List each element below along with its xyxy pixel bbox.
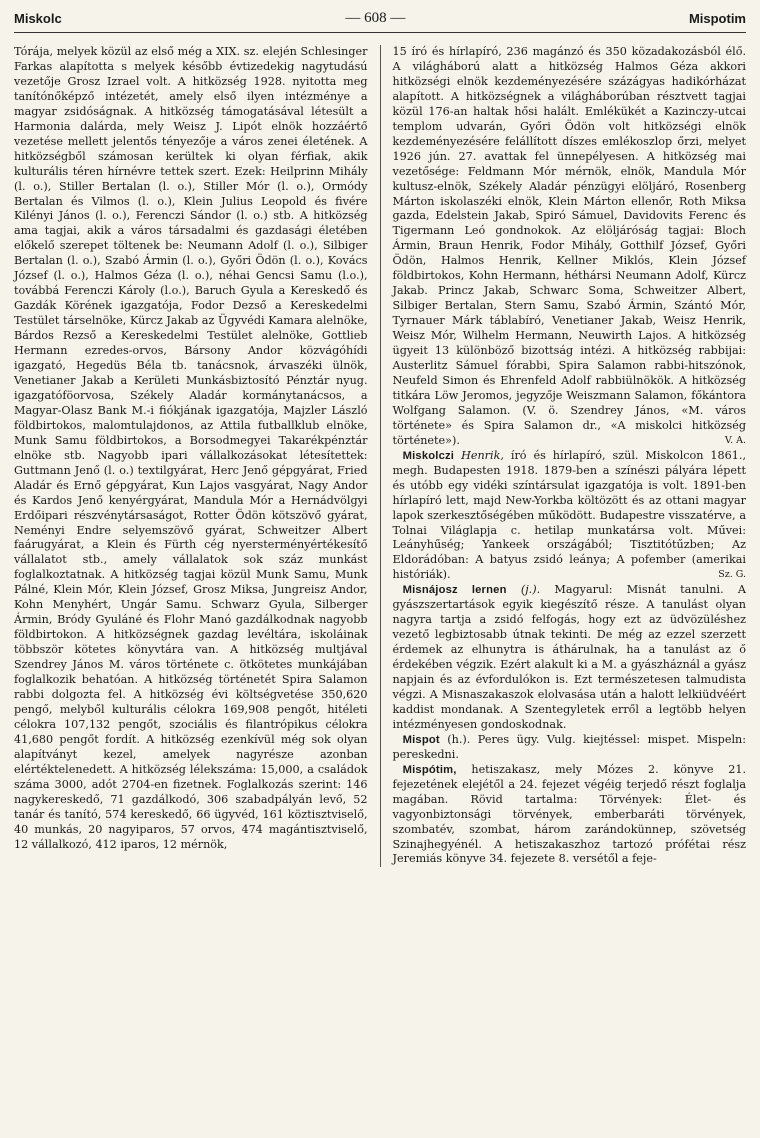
author-signature: Sz. G. [718,569,747,581]
headword-firstname: Henrik, [461,448,504,462]
entry-mispotim [393,763,747,868]
headword: Mispot [402,733,440,746]
entry-text: Magyarul: Misnát tanulni. A gyászszertartások egyik kiegészítő része. A tanulást olyan nagyra tartja a zsidó felfogás, hogy ezt az üdvözüléshez vezető legbiztosabb útnak tekinti. De még az ezzel szerzett érdemek az elhunytra is áthárulnak, ha a tanulást az ő érdekében végzik. Ezért alakult ki a M. a gyászháznál a gyász napjain és az évfordulókon is. Ezt természetesen talmudista végzi. A Misnaszakaszok elolvasása után a halott lelkiüdvéért kaddist mondanak. A Szentegyletek erről a legtöbb helyen intézményesen gondoskodnak. [392,583,747,731]
left-column-text: Tórája, melyek közül az első még a XIX. sz. elején Schlesinger Farkas alapította s melyek később évtizedekig nagytudású vezetője Grosz Izrael volt. A hitközség 1928. nyitotta meg tanítónőképző intézetét, amely első ilyen intézménye a magyar zsidóságnak. A hitközség támogatásával létesült a Harmonia dalárda, mely Weisz J. Lipót elnök hozzáértő vezetése mellett jelentős tényezője a város zenei életének. A hitközségből számosan kerültek ki olyan férfiak, akik kulturális téren hírnévre tettek szert. Ezek: Heilprinn Mihály (l. o.), Stiller Bertalan (l. o.), Stiller Mór (l. o.), Ormódy Bertalan és Vilmos (l. o.), Klein Julius Leopold és fivére Kilényi János (l. o.), Ferenczi Sándor (l. o.) stb. A hitközség ama tagjai, akik a város társadalmi és gazdasági életében előkelő szerepet töltenek be: Neumann Adolf (l. o.), Silbiger Bertalan (l. o.), Szabó Ármin (l. o.), Győri Ödön (l. o.), Kovács József (l. o.), Halmos Géza (l. o.), néhai Gencsi Samu (l.o.), továbbá Ferenczi Károly (l.o.), Baruch Gyula a Kereskedő és Gazdák Körének igazgatója, Fodor Dezső a Kereskedelmi Testület társelnöke, Kürcz Jakab az Ügyvédi Kamara alelnöke, Bárdos Rezső a Kereskedelmi Testület alelnöke, Gottlieb Hermann ezredes-orvos, Bársony Andor közvágóhídi igazgató, Hegedüs Béla tb. tanácsnok, árvaszéki ülnök, Venetianer Jakab a Kerületi Munkásbiztosító Pénztár nyug. igazgatóföorvosa, Székely Aladár kormánytanácsos, a Magyar-Olasz Bank M.-i fiókjának igazgatója, Majzler László földbirtokos, malomtulajdonos, az Attila futballklub elnöke, Munk Samu földbirtokos, a Borsodmegyei Takarékpénztár elnöke stb. Nagyobb ipari vállalkozásokat létesítettek: Guttmann Jenő (l. o.) textilgyárat, Herc Jenő gépgyárat, Fried Aladár és Ernő gépgyárat, Kun Lajos vasgyárat, Nagy Andor és Kardos Jenő kenyérgyárat, Mandula Mór a Hernádvölgyi Erdőipari részvénytársaságot, Rotter Ödön kötszövő gyárat, Neményi Endre selyemszövő gyárat, Schweitzer Albert faárugyárat, a Klein és Fürth cég nyersterményértékesítő vállalatot stb., amely vállalatok sok száz munkást foglalkoztatnak. A hitközség tagjai közül Munk Samu, Munk Pálné, Klein Mór, Klein József, Grosz Miksa, Jungreisz Andor, Kohn Menyhért, Ungár Samu. Schwarz Gyula, Silberger Ármin, Bródy Gyuláné és Flohr Manó gazdálkodnak nagyobb földbirtokon. A hitközségnek gazdag levéltára, iskoláinak többször kötetes könyvtára van. A hitközség multjával Szendrey János M. város története c. ötkötetes munkájában foglalkozik behatóan. A hitközség történetét Spira Salamon rabbi dolgozta fel. A hitközség évi költségvetése 350,620 pengő, melyből kulturális célokra 169,908 pengőt, hitéleti célokra 107,132 pengőt, szociális és filantrópikus célokra 41,680 pengőt fordít. A hitközség ezenkívül még sok olyan alapítványt kezel, amelyek nagyrésze azonban elértéktelenedett. A hitközség lélekszáma: 15,000, a családok száma 3000, adót 2704-en fizetnek. Foglalkozás szerint: 146 nagykereskedő, 71 gazdálkodó, 306 szabadpályán levő, 52 tanár és tanító, 574 kereskedő, 66 ügyvéd, 161 köztisztviselő, 40 munkás, 20 nagyiparos, 57 orvos, 474 magántisztviselő, 12 vállalkozó, 412 iparos, 12 mérnök, [14,45,368,851]
headword: Misnájosz lernen [402,584,507,597]
entry-misnajosz-lernen [393,583,747,733]
header-right: Mispotim [688,10,746,26]
entry-text: 15 író és hírlapíró, 236 magánzó és 350 közadakozásból élő. A világháború alatt a hitközség Halmos Géza akkori hitközségi elnök kezdeményezésére százágyas hadikórházat alapított. A hitközségnek a világháborúban résztvett tagjai közül 176-an haltak hősi halált. Emlékükét a Kazinczy-utcai templom udvarán, Győri Ödön volt hitközségi elnök kezdeményezésére felállított díszes emlékoszlop őrzi, melyet 1926 jún. 27. avattak fel ünnepélyesen. A hitközség mai vezetősége: Feldmann Mór mérnök, elnök, Mandula Mór kultusz-elnök, Székely Aladár pénzügyi elöljáró, Rosenberg Márton iskolaszéki elnök, Klein Márton ellenőr, Roth Miksa gazda, Edelstein Jakab, Spiró Sámuel, Davidovits Ferenc és Tigermann Leó gondnokok. Az elöljáróság tagjai: Bloch Ármin, Braun Henrik, Fodor Mihály, Gotthilf József, Győri Ödön, Halmos Henrik, Kellner Miklós, Klein József földbirtokos, Kohn Hermann, héthársi Neumann Adolf, Kürcz Jakab. Princz Jakab, Schwarc Soma, Schweitzer Albert, Silbiger Bertalan, Stern Samu, Szabó Ármin, Szántó Mór, Tyrnauer Márk táblabíró, Venetianer Jakab, Weisz Henrik, Weisz Mór, Wilhelm Hermann, Neuwirth Lajos. A hitközség ügyeit 13 különböző bizottság intézi. A hitközség rabbijai: Austerlitz Sámuel fórabbi, Spira Salamon rabbi-hitszónok, Neufeld Simon és Ehrenfeld Adolf rabbiülnökök. A hitközség titkára Löw Jeromos, jegyzője Weiszmann Salamon, főkántora Wolfgang Salamon. (V. ö. Szendrey János, «M. város története» és Spira Salamon dr., «A miskolci hitközség története»). [392,45,747,447]
running-header [14,8,746,33]
entry-text: (h.). Peres ügy. Vulg. kiejtéssel: mispet. Mispeln: pereskedni. [392,732,747,761]
page-number: — 608 — [345,9,406,26]
two-column-body [14,45,746,867]
entry-miskolczi-henrik [393,449,747,584]
column-divider [380,45,381,867]
entry-mispot [393,733,747,763]
author-signature: V. A. [724,434,747,446]
entry-text: író és hírlapíró, szül. Miskolcon 1861., megh. Budapesten 1918. 1879-ben a színészi pályára lépett és utóbb egy vidéki színtársulat igazgatója is volt. 1891-ben hírlapíró lett, majd New-Yorkba költözött és az ottani magyar lapok szerkesztőségében működött. Budapestre visszatérve, a Tolnai Világlapja c. hetilap munkatársa volt. Művei: Leányhűség; Yankeek országából; Tisztitótűzben; Az Eldorádóban: A batyus zsidó leánya; A pofember (amerikai históriák). [392,448,747,582]
right-column [393,45,747,867]
headword: Miskolczi [402,449,455,462]
entry-text: hetiszakasz, mely Mózes 2. könyve 21. fejezetének elejétől a 24. fejezet végéig terjedő részt foglalja magában. Rövid tartalma: Törvények: Élet- és vagyonbiztonsági törvények, emberbaráti törvények, szombatév, szombat, három zarándokünnep, szövetség Szinajhegyénél. A hetiszakaszhoz tartozó prófétai rész Jeremiás könyve 34. fejezete 8. versétől a feje- [392,762,747,866]
headword-lang: (j.). [520,583,541,597]
header-left: Miskolc [14,10,62,26]
headword: Mispótim, [402,763,457,776]
left-column [14,45,368,867]
entry-miskolc-continued [393,45,747,449]
